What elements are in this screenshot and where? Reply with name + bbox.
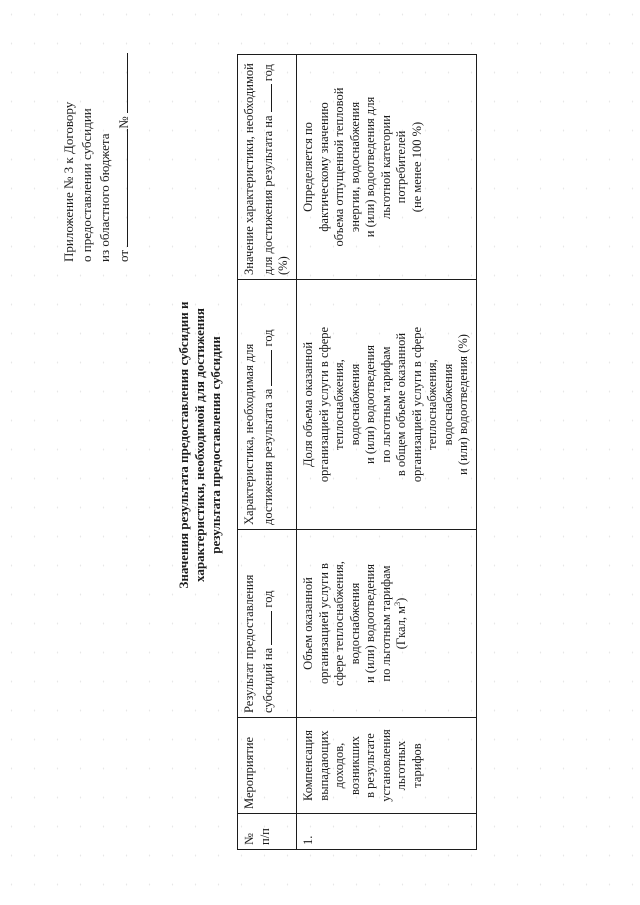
appendix-line: из областного бюджета: [97, 133, 112, 262]
cell-unit: [394, 534, 410, 713]
header-text: год: [260, 590, 275, 608]
appendix-header: [60, 32, 133, 262]
year-blank: [258, 84, 272, 112]
cell-line: установления: [378, 729, 393, 802]
appendix-line: Приложение № 3 к Договору: [61, 101, 76, 262]
cell-line: фактическому значению: [316, 102, 331, 232]
cell-line: теплоснабжения,: [332, 359, 346, 450]
cell-line: потребителей: [394, 130, 408, 204]
year-blank: [258, 611, 272, 645]
cell-line: теплоснабжения,: [425, 359, 439, 450]
cell-line: льготной категории: [378, 115, 393, 219]
cell-line: объема отпущенной тепловой: [332, 87, 346, 247]
cell-line: возникших: [347, 735, 362, 796]
cell-text: 1.: [301, 835, 315, 845]
header-text: Мероприятие: [242, 736, 256, 809]
cell-line: по льготным тарифам: [378, 565, 393, 682]
title-line: характеристики, необходимой для достижения: [192, 308, 207, 582]
header-result: [238, 530, 297, 718]
header-text: (%): [276, 256, 290, 275]
date-prefix: от: [116, 249, 131, 262]
cell-line: сфере теплоснабжения,: [332, 561, 346, 686]
cell-line: и (или) водоотведения: [363, 564, 377, 683]
cell-line: водоснабжения: [347, 363, 362, 446]
table-row: [297, 55, 477, 850]
cell-line: и (или) водоотведения (%): [456, 334, 470, 475]
table-header-row: [238, 55, 297, 850]
cell-line: в общем объеме оказанной: [394, 332, 408, 477]
results-table: [237, 54, 477, 850]
header-characteristic: [238, 280, 297, 530]
title-line: результата предоставления субсидии: [208, 336, 223, 554]
cell-line: организацией услуги в: [316, 563, 331, 684]
cell-line: и (или) водоотведения для: [363, 96, 377, 238]
header-value: [238, 55, 297, 280]
cell-line: льготных тарифов: [394, 740, 424, 791]
document-title: [176, 165, 224, 725]
unit-superscript: 3: [392, 601, 402, 606]
header-text: год: [260, 329, 275, 347]
unit-text: (Гкал, м: [394, 605, 408, 650]
header-text: №: [242, 833, 256, 845]
cell-result: [297, 530, 477, 718]
number-blank: [114, 53, 128, 113]
year-blank: [258, 350, 272, 386]
cell-line: энергии, водоснабжения: [347, 101, 362, 233]
cell-line: по льготным тарифам: [378, 346, 393, 463]
unit-text: ): [394, 597, 408, 602]
header-text: год: [260, 64, 275, 82]
appendix-date-number-line: [114, 32, 133, 262]
cell-line: организацией услуги в сфере: [316, 326, 331, 483]
header-event: [238, 718, 297, 814]
date-blank: [114, 129, 128, 247]
cell-value: [297, 55, 477, 280]
cell-line: Определяется по: [301, 122, 315, 212]
cell-line: организацией услуги в сфере: [409, 326, 424, 483]
cell-line: и (или) водоотведения: [363, 345, 377, 464]
cell-line: водоснабжения: [440, 363, 455, 446]
title-line: Значения результата предоставления субсидии и: [176, 301, 191, 589]
cell-line: в результате: [363, 733, 377, 798]
cell-line: доходов,: [332, 742, 346, 789]
cell-line: выпадающих: [316, 730, 331, 801]
cell-number: [297, 814, 477, 850]
header-text: Результат предоставления субсидий на: [242, 574, 275, 713]
cell-line: водоснабжения: [347, 582, 362, 665]
header-text: Значение характеристики, необходимой для достижения результата: [242, 63, 275, 275]
header-text: Характеристика, необходимая для достижения результата: [242, 343, 275, 525]
cell-line: Объем оказанной: [301, 577, 315, 670]
cell-event: [297, 718, 477, 814]
number-prefix: №: [116, 116, 131, 129]
cell-line: (не менее 100 %): [409, 121, 424, 213]
cell-line: Доля объема оказанной: [301, 341, 315, 468]
header-text: на: [260, 115, 275, 128]
cell-line: Компенсация: [301, 730, 315, 801]
appendix-line: о предоставлении субсидии: [79, 108, 94, 262]
header-text: п/п: [257, 828, 272, 845]
header-text: за: [260, 388, 275, 400]
header-number: [238, 814, 297, 850]
cell-characteristic: [297, 280, 477, 530]
